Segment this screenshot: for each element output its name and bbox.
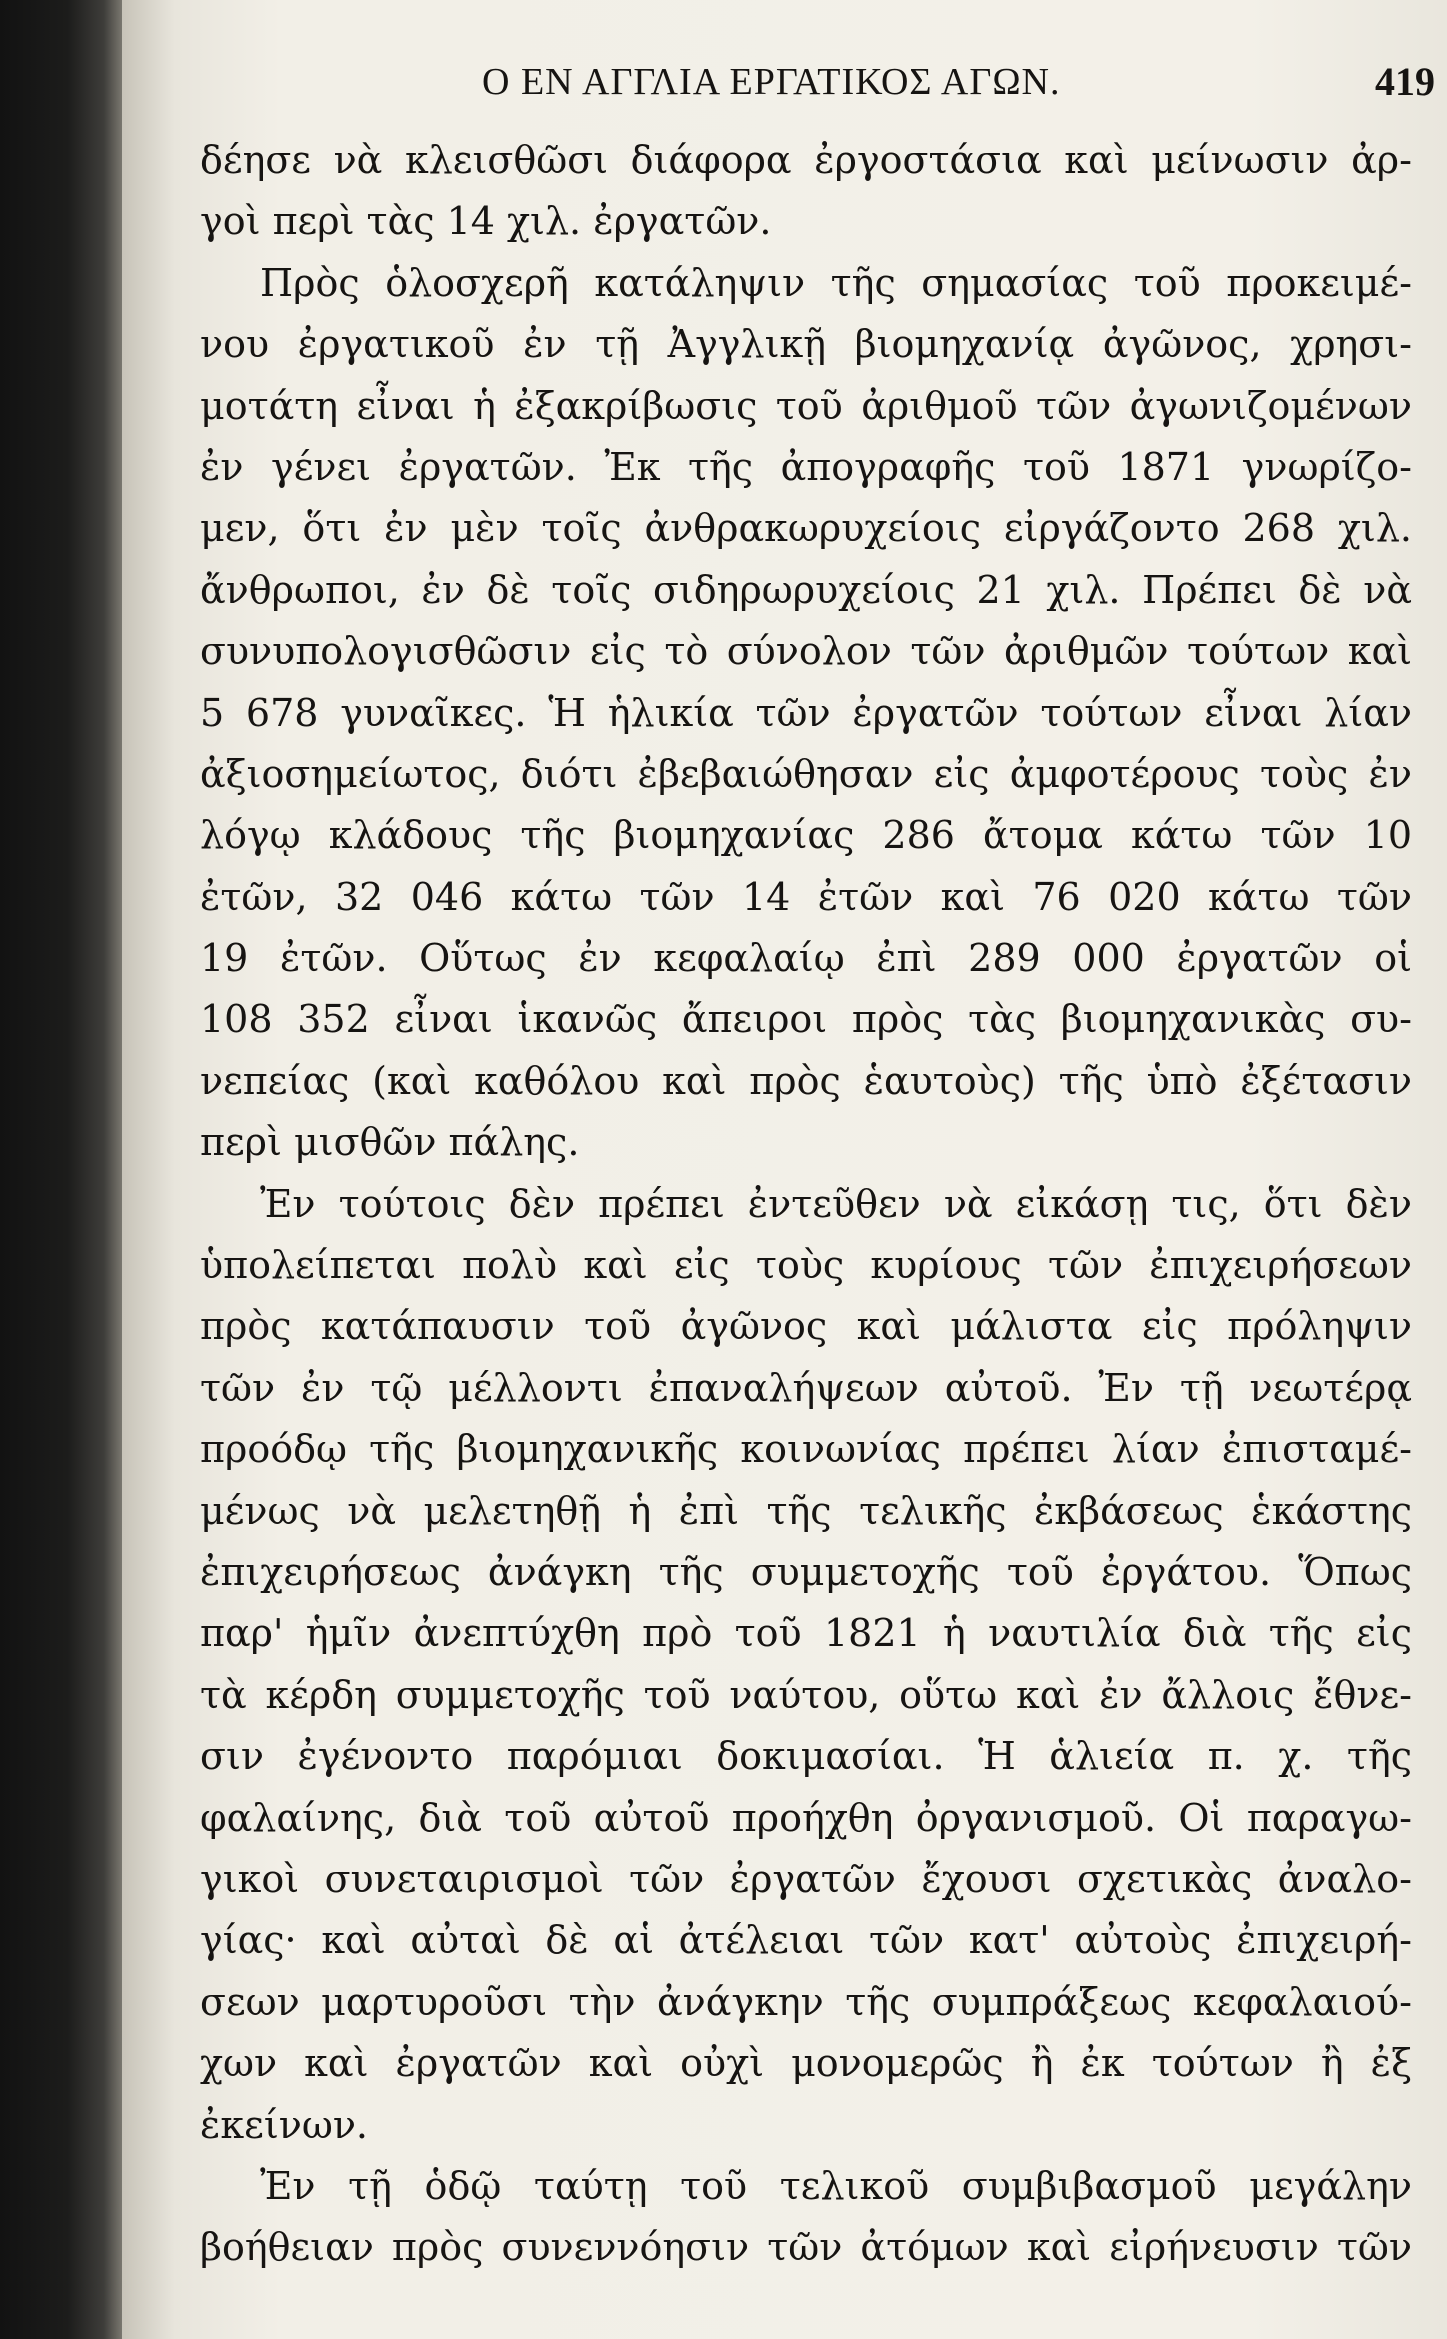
text-line: Ἐν τῇ ὁδῷ ταύτῃ τοῦ τελικοῦ συμβιβασμοῦ μεγάλην [260, 2163, 1412, 2208]
text-line: περὶ μισθῶν πάλης. [200, 1120, 580, 1165]
text-line: Ἐν τούτοις δὲν πρέπει ἐντεῦθεν νὰ εἰκάσῃ τις, ὅτι δὲν [260, 1181, 1412, 1226]
text-line: βοήθειαν πρὸς συνεννόησιν τῶν ἀτόμων καὶ εἰρήνευσιν τῶν [200, 2225, 1412, 2270]
page-number: 419 [1375, 59, 1435, 104]
text-line: ἀξιοσημείωτος, διότι ἐβεβαιώθησαν εἰς ἀμφοτέρους τοὺς ἐν [200, 751, 1412, 796]
text-line: ἐκείνων. [200, 2102, 368, 2147]
text-line: τῶν ἐν τῷ μέλλοντι ἐπαναλήψεων αὐτοῦ. Ἐν τῇ νεωτέρᾳ [200, 1365, 1412, 1410]
text-line: τὰ κέρδη συμμετοχῆς τοῦ ναύτου, οὕτω καὶ ἐν ἄλλοις ἔθνε- [200, 1672, 1412, 1717]
text-line: φαλαίνης, διὰ τοῦ αὐτοῦ προήχθη ὀργανισμοῦ. Οἱ παραγω- [200, 1795, 1412, 1840]
text-line: μοτάτη εἶναι ἡ ἐξακρίβωσις τοῦ ἀριθμοῦ τῶν ἀγωνιζομένων [200, 383, 1412, 428]
text-line: 19 ἐτῶν. Οὕτως ἐν κεφαλαίῳ ἐπὶ 289 000 ἐργατῶν οἱ [200, 936, 1412, 981]
text-line: γικοὶ συνεταιρισμοὶ τῶν ἐργατῶν ἔχουσι σχετικὰς ἀναλο- [200, 1856, 1412, 1901]
text-line: ἐν γένει ἐργατῶν. Ἐκ τῆς ἀπογραφῆς τοῦ 1871 γνωρίζο- [200, 444, 1412, 489]
running-title: Ο ΕΝ ΑΓΓΛΙΑ ΕΡΓΑΤΙΚΟΣ ΑΓΩΝ. [482, 61, 1061, 103]
text-line: ἐτῶν, 32 046 κάτω τῶν 14 ἐτῶν καὶ 76 020 κάτω τῶν [200, 874, 1412, 919]
book-page [122, 0, 1447, 2339]
text-line: σεων μαρτυροῦσι τὴν ἀνάγκην τῆς συμπράξεως κεφαλαιού- [200, 1979, 1412, 2024]
text-line: προόδῳ τῆς βιομηχανικῆς κοινωνίας πρέπει λίαν ἐπισταμέ- [200, 1427, 1412, 1472]
text-line: μεν, ὅτι ἐν μὲν τοῖς ἀνθρακωρυχείοις εἰργάζοντο 268 χιλ. [200, 506, 1412, 551]
text-line: σιν ἐγένοντο παρόμιαι δοκιμασίαι. Ἡ ἁλιεία π. χ. τῆς [200, 1734, 1412, 1779]
text-line: ὑπολείπεται πολὺ καὶ εἰς τοὺς κυρίους τῶν ἐπιχειρήσεων [200, 1243, 1412, 1288]
text-line: νεπείας (καὶ καθόλου καὶ πρὸς ἑαυτοὺς) τῆς ὑπὸ ἐξέτασιν [200, 1058, 1412, 1103]
text-line: νου ἐργατικοῦ ἐν τῇ Ἀγγλικῇ βιομηχανίᾳ ἀγῶνος, χρησι- [200, 322, 1412, 367]
text-line: χων καὶ ἐργατῶν καὶ οὐχὶ μονομερῶς ἢ ἐκ τούτων ἢ ἐξ [200, 2041, 1412, 2086]
text-line: ἐπιχειρήσεως ἀνάγκη τῆς συμμετοχῆς τοῦ ἐργάτου. Ὅπως [200, 1549, 1412, 1594]
text-line: γίας· καὶ αὐταὶ δὲ αἱ ἀτέλειαι τῶν κατ' αὐτοὺς ἐπιχειρή- [200, 1918, 1412, 1963]
body-text [200, 130, 1412, 2279]
text-line: παρ' ἡμῖν ἀνεπτύχθη πρὸ τοῦ 1821 ἡ ναυτιλία διὰ τῆς εἰς [200, 1611, 1412, 1656]
text-line: 5 678 γυναῖκες. Ἡ ἡλικία τῶν ἐργατῶν τούτων εἶναι λίαν [200, 690, 1412, 735]
text-line: ἄνθρωποι, ἐν δὲ τοῖς σιδηρωρυχείοις 21 χιλ. Πρέπει δὲ νὰ [200, 567, 1412, 612]
text-line: πρὸς κατάπαυσιν τοῦ ἀγῶνος καὶ μάλιστα εἰς πρόληψιν [200, 1304, 1412, 1349]
text-line: Πρὸς ὁλοσχερῆ κατάληψιν τῆς σημασίας τοῦ προκειμέ- [260, 260, 1412, 305]
text-line: λόγῳ κλάδους τῆς βιομηχανίας 286 ἄτομα κάτω τῶν 10 [200, 813, 1412, 858]
running-head [122, 52, 1447, 112]
text-line: δέησε νὰ κλεισθῶσι διάφορα ἐργοστάσια καὶ μείνωσιν ἀρ- [200, 138, 1412, 182]
text-line: 108 352 εἶναι ἱκανῶς ἄπειροι πρὸς τὰς βιομηχανικὰς συ- [200, 997, 1412, 1042]
text-line: γοὶ περὶ τὰς 14 χιλ. ἐργατῶν. [200, 199, 772, 244]
text-line: μένως νὰ μελετηθῇ ἡ ἐπὶ τῆς τελικῆς ἐκβάσεως ἑκάστης [200, 1488, 1412, 1533]
text-line: συνυπολογισθῶσιν εἰς τὸ σύνολον τῶν ἀριθμῶν τούτων καὶ [200, 629, 1412, 674]
book-binding-shadow [0, 0, 122, 2339]
